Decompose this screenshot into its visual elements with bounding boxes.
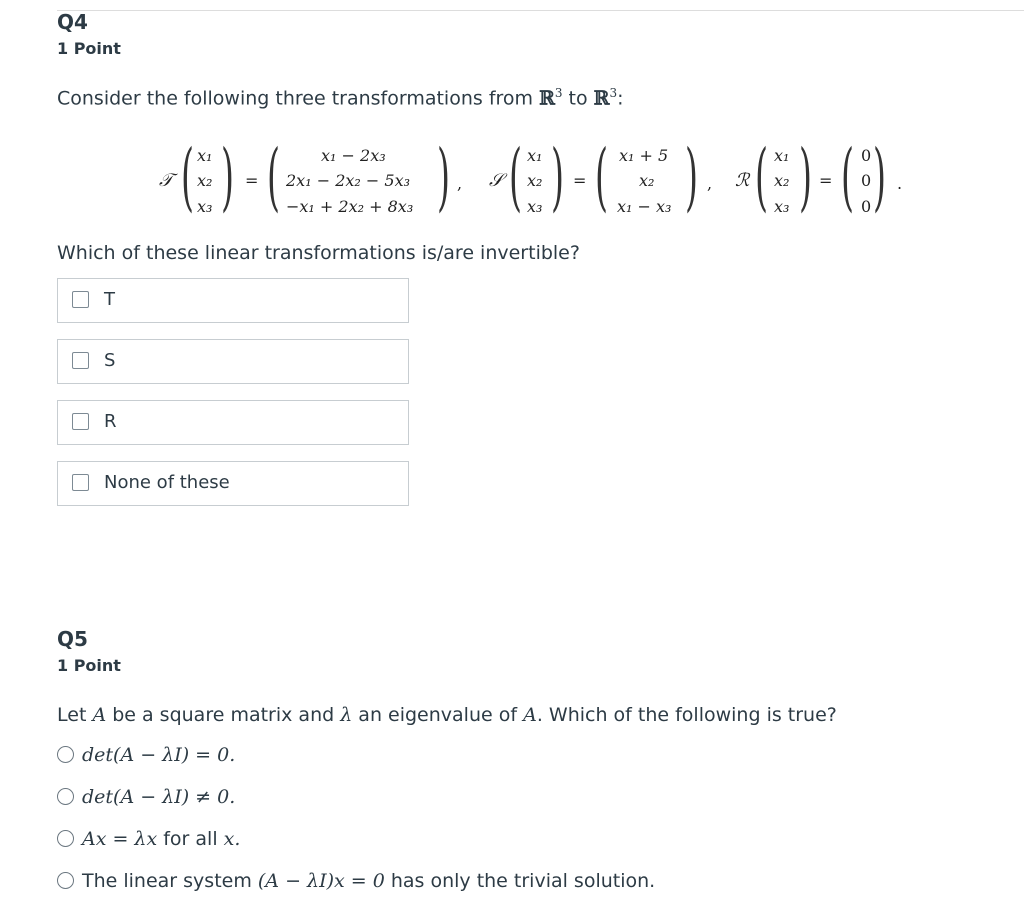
q5-prompt-a: Let bbox=[57, 704, 93, 726]
comma-2: , bbox=[707, 174, 713, 193]
radio-button[interactable] bbox=[57, 872, 74, 889]
option-1-text: det(A − λI) = 0. bbox=[82, 744, 236, 766]
option-3-math: Ax = λx bbox=[82, 828, 158, 850]
q4-points: 1 Point bbox=[57, 39, 121, 58]
option-R[interactable] bbox=[57, 400, 409, 445]
paren-right: ) bbox=[685, 134, 698, 220]
option-4-post: has only the trivial solution. bbox=[384, 870, 656, 892]
option-T[interactable] bbox=[57, 278, 409, 323]
q4-prompt bbox=[57, 86, 624, 109]
R-eq: = bbox=[819, 171, 833, 190]
paren-right: ) bbox=[799, 134, 812, 220]
S-x2: x₂ bbox=[527, 171, 543, 190]
radio-button[interactable] bbox=[57, 746, 74, 763]
option-2-text: det(A − λI) ≠ 0. bbox=[82, 786, 236, 808]
paren-left: ( bbox=[841, 134, 854, 220]
r3-space-1: ℝ bbox=[539, 87, 555, 110]
R-x3: x₃ bbox=[774, 197, 790, 216]
q4-question: Which of these linear transformations is/are invertible? bbox=[57, 242, 580, 264]
q5-prompt bbox=[57, 704, 837, 726]
T-row1: x₁ − 2x₃ bbox=[321, 146, 386, 165]
q5-points: 1 Point bbox=[57, 656, 121, 675]
q4-title: Q4 bbox=[57, 10, 88, 34]
R-x1: x₁ bbox=[774, 146, 790, 165]
q5-title: Q5 bbox=[57, 627, 88, 651]
transformation-equations bbox=[155, 134, 915, 222]
paren-right: ) bbox=[873, 134, 886, 220]
paren-right: ) bbox=[437, 134, 450, 220]
q5-option-2[interactable] bbox=[57, 786, 235, 808]
paren-left: ( bbox=[509, 134, 522, 220]
r3-exp-1: 3 bbox=[554, 86, 563, 100]
option-label: R bbox=[104, 411, 117, 432]
q4-prompt-pre: Consider the following three transformations from bbox=[57, 87, 540, 110]
checkbox[interactable] bbox=[72, 291, 89, 308]
paren-left: ( bbox=[181, 134, 194, 220]
T-eq: = bbox=[245, 171, 259, 190]
paren-left: ( bbox=[755, 134, 768, 220]
R-name: ℛ bbox=[735, 170, 750, 191]
T-x1: x₁ bbox=[197, 146, 213, 165]
T-row3: −x₁ + 2x₂ + 8x₃ bbox=[286, 197, 414, 216]
q5-option-3[interactable] bbox=[57, 828, 240, 850]
option-label: S bbox=[104, 350, 116, 371]
T-name: 𝒯 bbox=[159, 170, 173, 191]
r3-exp-2: 3 bbox=[609, 86, 618, 100]
S-eq: = bbox=[573, 171, 587, 190]
option-S[interactable] bbox=[57, 339, 409, 384]
option-4-math: (A − λI)x = 0 bbox=[257, 870, 385, 892]
q5-prompt-b: be a square matrix and bbox=[106, 704, 341, 726]
q5-prompt-d: . Which of the following is true? bbox=[536, 704, 837, 726]
q5-prompt-c: an eigenvalue of bbox=[352, 704, 524, 726]
paren-left: ( bbox=[267, 134, 280, 220]
option-none[interactable] bbox=[57, 461, 409, 506]
checkbox[interactable] bbox=[72, 352, 89, 369]
option-3-text: for all bbox=[157, 828, 224, 850]
option-label: T bbox=[104, 289, 115, 310]
lambda: λ bbox=[340, 704, 353, 726]
r3-space-2: ℝ bbox=[593, 87, 610, 110]
S-x1: x₁ bbox=[527, 146, 543, 165]
matrix-A: A bbox=[92, 704, 107, 726]
R-x2: x₂ bbox=[774, 171, 790, 190]
S-name: 𝒮 bbox=[489, 170, 503, 191]
radio-button[interactable] bbox=[57, 830, 74, 847]
R-row3: 0 bbox=[861, 197, 872, 216]
R-row2: 0 bbox=[861, 171, 872, 190]
top-divider bbox=[57, 10, 1024, 11]
checkbox[interactable] bbox=[72, 413, 89, 430]
comma-1: , bbox=[457, 174, 463, 193]
S-row1: x₁ + 5 bbox=[619, 146, 669, 165]
S-x3: x₃ bbox=[527, 197, 543, 216]
option-label: None of these bbox=[104, 472, 230, 493]
T-row2: 2x₁ − 2x₂ − 5x₃ bbox=[286, 171, 411, 190]
period: . bbox=[897, 174, 903, 193]
q5-option-4[interactable] bbox=[57, 870, 655, 892]
option-3-x: x. bbox=[223, 828, 241, 850]
T-x2: x₂ bbox=[197, 171, 213, 190]
paren-left: ( bbox=[595, 134, 608, 220]
T-x3: x₃ bbox=[197, 197, 213, 216]
option-4-pre: The linear system bbox=[82, 870, 258, 892]
paren-right: ) bbox=[221, 134, 234, 220]
S-row2: x₂ bbox=[639, 171, 655, 190]
R-row1: 0 bbox=[861, 146, 872, 165]
q4-prompt-mid: to bbox=[562, 87, 594, 110]
q5-option-1[interactable] bbox=[57, 744, 235, 766]
q4-prompt-post: : bbox=[617, 87, 624, 110]
radio-button[interactable] bbox=[57, 788, 74, 805]
matrix-A: A bbox=[523, 704, 537, 726]
S-row3: x₁ − x₃ bbox=[617, 197, 672, 216]
paren-right: ) bbox=[551, 134, 564, 220]
checkbox[interactable] bbox=[72, 474, 89, 491]
